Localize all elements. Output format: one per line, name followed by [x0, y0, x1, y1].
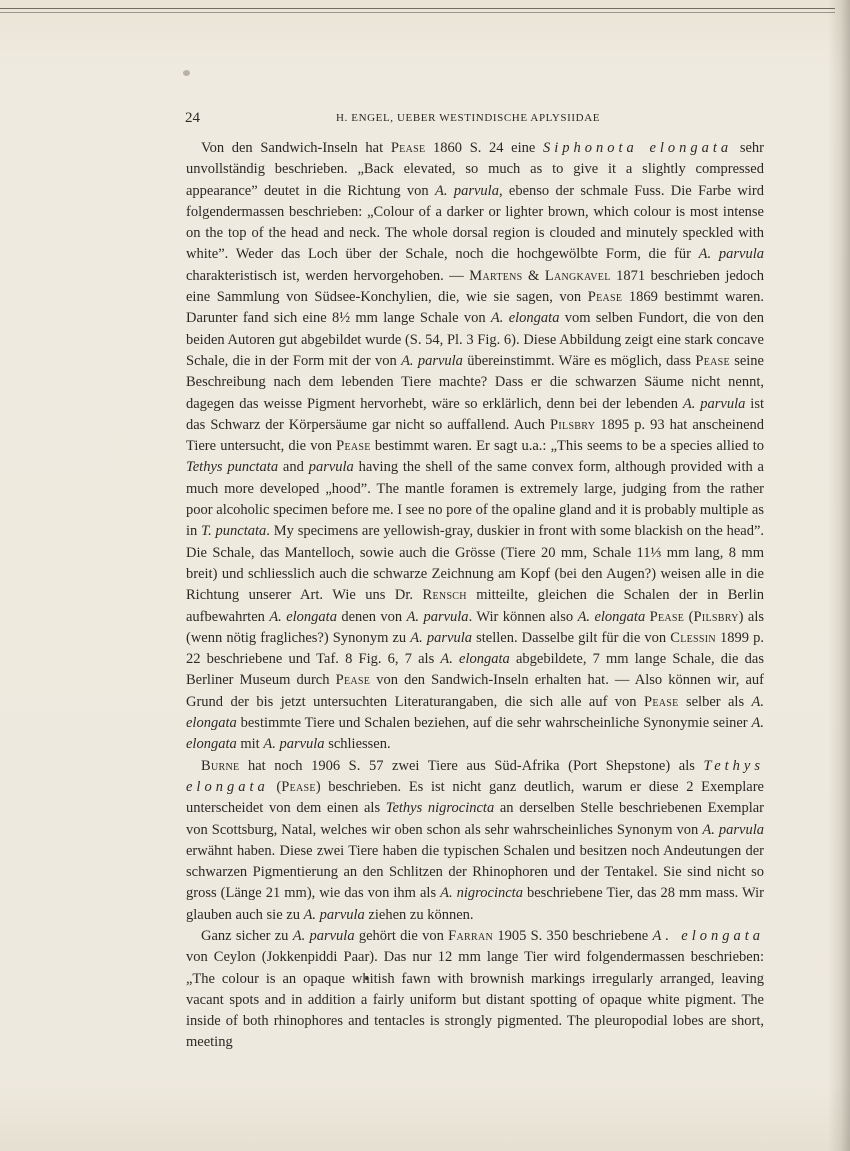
author-name: Pease	[390, 140, 426, 156]
text-run: and	[278, 459, 309, 476]
italic-term: Tethys nigrocincta	[385, 800, 495, 817]
text-run: von den Sandwich-Inseln erhalten hat. — Also können wir, auf Grund der bis jetzt untersuchten Literaturangaben, die sich alle auf von	[186, 672, 764, 710]
text-run: abgebildete, 7 mm lange Schale, die das Berliner Museum durch	[186, 651, 764, 689]
text-run: vom selben Fundort, die von den beiden Autoren gut abgebildet wurde (S. 54, Pl. 3 Fig. 6). Diese Abbildung zeigt eine stark concave Schale, die in der Form mit der von	[186, 310, 764, 369]
text-run: Von den Sandwich-Inseln hat	[201, 140, 391, 156]
text-run: beschriebene Tier, das 28 mm mass. Wir glauben auch sie zu	[186, 885, 764, 923]
text-run: schliessen.	[324, 736, 391, 753]
italic-term: A. parvula	[698, 246, 764, 263]
text-run: bestimmt waren. Er sagt u.a.: „This seems to be a species allied to	[370, 438, 764, 455]
text-run: charakteristisch ist, werden hervorgehoben. —	[186, 267, 470, 284]
italic-term: A. elongata	[440, 651, 510, 668]
italic-term: A. elongata	[577, 608, 646, 625]
page-edge-shadow	[828, 0, 850, 1151]
text-run: mitteilte, gleichen die Schalen der in Berlin aufbewahrten	[186, 587, 764, 625]
text-run: 1871 beschrieben jedoch eine Sammlung von Südsee-Konchylien, die, wie sie sagen, von	[186, 267, 764, 306]
text-run: having the shell of the same convex form, although provided with a much more developed „hood”. The mantle foramen is extremely large, judging from the rather poor alcoholic specimen before me. I see no pore of the opaline gland and it is probably multiple as in	[186, 459, 764, 540]
paragraph	[186, 756, 764, 926]
italic-term: A. elongata	[269, 608, 337, 625]
body-text	[186, 138, 764, 1054]
page-number: 24	[185, 110, 200, 126]
text-run: ) als (wenn nötig fragliches?) Synonym zu	[186, 608, 765, 646]
text-run: seine Beschreibung nach dem lebenden Tiere machte? Dass er die schwarzen Säume nicht nennt, dagegen das weisse Pigment hervorhebt, wäre so erklärlich, denn bei der lebenden	[186, 352, 764, 412]
text-run: denen von	[336, 608, 407, 625]
ink-smudge	[183, 70, 190, 76]
text-run: ) beschrieben. Es ist nicht ganz deutlich, warum er diese 2 Exemplare unterscheidet von dem einen als	[186, 778, 764, 817]
italic-term: Tethys punctata	[186, 459, 279, 476]
top-rule-secondary	[0, 12, 835, 13]
text-run: von Ceylon (Jokkenpiddi Paar). Das nur 12 mm lange Tier wird folgendermassen beschrieben: „The colour is an opaque whitish fawn with brownish markings irregularly arranged, leaving vacant spots and in addition a fairly uniform but distant spotting of opaque white pigment. The inside of both rhinophores and tentacles is strongly pigmented. The pleuropodial lobes are short, meeting	[186, 949, 764, 1051]
italic-term: A. parvula	[410, 629, 472, 646]
italic-term: A. elongata	[186, 715, 764, 753]
text-run: &	[522, 267, 545, 284]
spaced-taxon: Siphonota elongata	[542, 140, 733, 156]
author-name: Pease	[587, 289, 623, 306]
text-run: ist das Schwarz der Körpersäume gar nicht so auffallend. Auch	[186, 395, 764, 433]
author-name: Pease	[695, 352, 730, 369]
text-run: sehr unvollständig beschrieben. „Back elevated, so much as to give it a slightly compressed appearance” deutet in die Richtung von	[186, 140, 764, 199]
author-name: Pease	[643, 693, 679, 710]
author-name: Pease	[336, 438, 371, 455]
text-run: 1860 S. 24 eine	[425, 140, 543, 156]
top-rule	[0, 8, 835, 9]
author-name: Burne	[201, 757, 240, 774]
paragraph	[186, 926, 764, 1054]
text-run: bestimmte Tiere und Schalen beziehen, auf die sehr wahrscheinliche Synonymie seiner	[236, 715, 752, 732]
author-name: Pilsbry	[693, 608, 739, 625]
author-name: Pilsbry	[550, 416, 596, 433]
spaced-taxon: Tethys elongata	[186, 757, 764, 795]
text-run: (	[684, 608, 694, 625]
text-run: gehört die von	[354, 927, 449, 944]
paragraph	[186, 138, 764, 756]
italic-term: A. elongata	[186, 693, 764, 732]
italic-term: A. parvula	[303, 906, 365, 923]
italic-term: A. parvula	[435, 182, 499, 199]
running-title: H. ENGEL, UEBER WESTINDISCHE APLYSIIDAE	[336, 112, 601, 124]
running-header	[185, 110, 765, 126]
author-name: Martens	[469, 267, 523, 284]
text-run: . Wir können also	[468, 608, 578, 625]
text-run: erwähnt haben. Diese zwei Tiere haben die typischen Schalen und besitzen noch Andeutungen der schwarzen Pigmentierung an den Schlitzen der Rhinophoren und der Tentakel. Sie sind nicht so gross (Länge 21 mm), wie das von ihm als	[186, 842, 764, 902]
italic-term: A. parvula	[292, 927, 355, 944]
spaced-taxon: A. elongata	[652, 927, 765, 944]
author-name: Langkavel	[544, 267, 611, 284]
text-run: selber als	[678, 693, 752, 710]
italic-term: A. nigrocincta	[440, 885, 523, 902]
italic-term: T. punctata	[201, 523, 267, 540]
italic-term: A. parvula	[702, 821, 765, 838]
text-run: stellen. Dasselbe gilt für die von	[471, 629, 671, 646]
text-run: 1895 p. 93 hat anscheinend Tiere untersucht, die von	[186, 416, 764, 455]
italic-term: A. parvula	[401, 352, 463, 369]
italic-term: A. parvula	[406, 608, 469, 625]
author-name: Clessin	[670, 629, 716, 646]
author-name: Farran	[448, 927, 494, 944]
italic-term: A. parvula	[263, 736, 325, 753]
italic-term: parvula	[308, 459, 354, 476]
text-run: , ebenso der schmale Fuss. Die Farbe wird folgendermassen beschrieben: „Colour of a darker or lighter brown, which colour is most intense on the top of the head and neck. The whole dorsal region is clouded and minutely speckled with white”. Weder das Loch über der Schale, noch die hochgewölbte Form, die für	[186, 182, 765, 263]
italic-term: A. parvula	[682, 395, 746, 412]
text-run: an derselben Stelle beschriebenen Exemplar von Scottsburg, Natal, welches wir oben schon als sehr wahrscheinliches Synonym von	[186, 800, 764, 838]
author-name: Rensch	[422, 587, 467, 604]
text-run: mit	[236, 736, 264, 753]
text-run: Ganz sicher zu	[201, 927, 293, 944]
italic-term: A. elongata	[490, 310, 560, 327]
text-run: hat noch 1906 S. 57 zwei Tiere aus Süd-Afrika (Port Shepstone) als	[239, 757, 704, 774]
text-run: (	[268, 778, 282, 795]
text-run: ziehen zu können.	[364, 906, 474, 923]
author-name: Pease	[281, 778, 316, 795]
text-run: übereinstimmt. Wäre es möglich, dass	[462, 352, 696, 369]
author-name: Pease	[649, 608, 685, 625]
text-run: 1905 S. 350 beschriebene	[493, 927, 653, 944]
text-run: . My specimens are yellowish-gray, duskier in front with some blackish on the head”. Die Schale, das Mantelloch, sowie auch die Grösse (Tiere 20 mm, Schale 11⅓ mm lang, 8 mm breit) und schliesslich auch die schwarze Zeichnung am Kopf (bei den Augen?) weisen alle in die Richtung unserer Art. Wie uns Dr.	[186, 523, 765, 604]
text-run: 1869 bestimmt waren. Darunter fand sich eine 8½ mm lange Schale von	[186, 289, 764, 327]
text-run: 1899 p. 22 beschriebene und Taf. 8 Fig. 6, 7 als	[186, 629, 765, 668]
author-name: Pease	[335, 672, 371, 689]
